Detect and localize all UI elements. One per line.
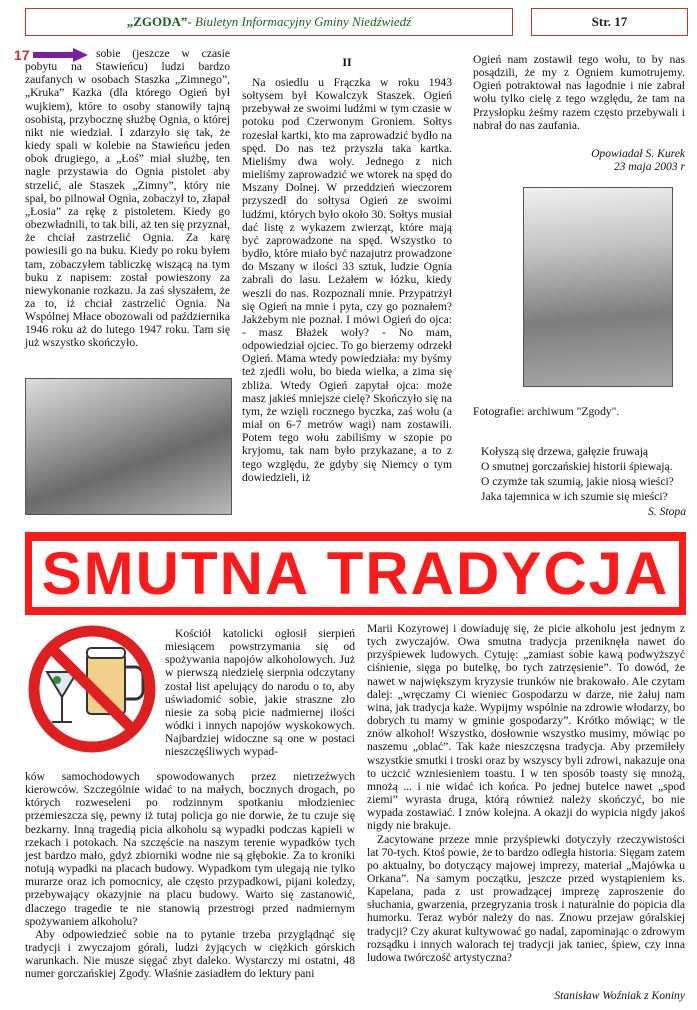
article-title: SMUTNA TRADYCJA <box>32 541 680 607</box>
story-signature <box>473 147 685 173</box>
bulletin-header <box>25 8 513 36</box>
story-paragraph: sobie (jeszcze w czasie pobytu na Stawieńcu) ludzi bardzo zaufanych w osobach Staszka „Zimnego”, „Kruka” Kazka (dla którego Ogień był wujkiem), które to osoby stanowiły tajną osobistą, przybocznę służbę Ognia, o której nikt nie wiedział. I zdarzyło się tak, że kiedy spali w kolebie na Stawieńcu jeden obok drugiego, a „Łoś” miał służbę, ten nagle przystawia do Ognia pistolet aby strzelić, ale Staszek „Zimny”, który nie spał, bo pilnował Ognia, zobaczył to, złapał „Łosia” za rękę z pistoletem. Kiedy go obezwładnili, to tak bili, aż ten się przyznał, że chciał zastrzelić Ognia. Za karę powiesili go na buku. Kiedy po roku byłem tam, zobaczyłem tabliczkę wiszącą na tym buku z napisem: został powieszony za niewykonanie rozkazu. Ja zaś słyszałem, że za to, iż chciał zastrzelić Ognia. Na Wspólnej Młace obozowali od października 1946 roku aż do lutego 1947 roku. Tam się już wszystko skończyło. <box>25 47 230 350</box>
continuation-number: 17 <box>14 47 30 63</box>
article-paragraph: Zacytowane przeze mnie przyśpiewki dotyczyły rzeczywistości lat 70-tych. Ktoś powie, że to bardzo odległa historia. Sięgam zatem po aktualny, bo dotyczący majowej imprezy, materiał „Majówka u Orkana”. Na samym początku, jeszcze przed wystąpieniem ks. Kapelana, pada z ust prowadzącej imprezę zaproszenie do słuchania, gwarzenia, przegryzania trosk i naturalnie do popicia dla humorku. Teraz wybór należy do nas. Znowu przejaw góralskiej tradycji? Czy akurat kultywować go nadal, zapominając o zdrowym rozsądku i innych walorach tej tradycji jak taniec, śpiew, czy inna ludowa twórczość artystyczna? <box>367 832 685 964</box>
story-column-1 <box>25 47 230 350</box>
story-paragraph: Ogień nam zostawił tego wołu, to by nas posądzili, że my z Ogniem kumotrujemy. Ogień potraktował nas łagodnie i nie zabrał wołu tylko cielę z tego względu, że tam na Przysłopku żeśmy razem często przebywali i nabrał do nas zaufania. <box>473 53 685 132</box>
page-number: Str. 17 <box>531 8 688 36</box>
article-paragraph: Marii Kozyrowej i dowiaduję się, że picie alkoholu jest jednym z tych zwyczajów. Owa smutna tradycja przeniknęła nawet do przyśpiewek ludowych. Cytuję: „zamiast sobie kawą podwyższyć ciśnienie, sięga po butelkę, bo tych zatrzęsienie”. To dowód, że nawet w największym kryzysie trunków nie brakowało. Ale czytam dalej: „wręczamy Ci wieniec Gospodarzu w darze, nie żałuj nam wina, jak tradycja każe. Wypijmy wspólnie na zdrowie włodarzy, bo dobrych tu mamy w gminie gospodarzy”. Krótko mówiąc; w tle znów alkohol! Wszystko, dosłownie wszystko musimy, mówiąc po naszemu „oblać”. Tak każe nieszczęsna tradycja. Aby przemiłeły wszystkie smutki i troski oraz by wszyscy byli zdrowi, nakazuje ona to uczcić wzniesieniem toastu. I w ten sposób toasty się mnożą, mnożą ... i nie widać ich końca. Po jednej butelce nawet „spod ziemi” wyrasta druga, którą również należy skończyć, bo nie wypada zostawiać. I znów kolejna. A okazji do wypicia nigdy jakoś nigdy nie brakuje. <box>367 622 685 833</box>
article-paragraph: Aby odpowiedzieć sobie na to pytanie trzeba przyglądnąć się tradycji i zwyczajom górali, ludzi żyjących w ciężkich górskich warunkach. Nie musze sięgać zbyt daleko. Wystarczy mi ostatni, 48 numer gorczańskiej Zgody. Właśnie zasiadłem do lektury pani <box>25 927 355 981</box>
narrator: Opowiadał S. Kurek <box>591 147 685 160</box>
couple-photo <box>523 187 673 387</box>
article-column-1-continued <box>25 770 355 981</box>
poem-line: Jaka tajemnica w ich szumie się mieści? <box>481 490 668 503</box>
poem-line: O czymże tak szumią, jakie niosą wieści? <box>481 475 674 488</box>
story-date: 23 maja 2003 r <box>613 160 685 174</box>
poem-line: Kołyszą się drzewa, gałęzie fruwają <box>481 445 649 458</box>
poem <box>481 444 686 519</box>
story-column-2 <box>242 76 452 484</box>
story-paragraph: Na osiedlu u Frączka w roku 1943 sołtysem był Kowalczyk Staszek. Ogień przebywał ze swoimi ludźmi w tym czasie w potoku pod Czerwonym Groniem. Sołtys rozesłał kartki, kto ma zaprowadzić bydło na spęd. Do nas też przyszła taka kartka. Mieliśmy dwa woły. Jednego z nich mieliśmy zaprowadzić we wtorek na spęd do Mszany Dolnej. W przeddzień wieczorem przyszedł do sołtysa Ogień ze swoimi ludźmi, których było około 30. Sołtys musiał dać listę z wykazem zwierząt, które mają być zaprowadzone na spęd. Wszystko to bydło, które miało być nazajutrz prowadzone do Mszany w ilości 33 sztuk, ludzie Ognia zabrali do lasu. Leżałem w łóżku, kiedy weszli do nas. Rozpoznali mnie. Przypatrzył się Ogień na mnie i pyta, czy go poznałem? Jakżebym nie poznał. I mówi Ogień do ojca: - masz Błażek woły? - No mam, odpowiedział ojciec. To go bierzemy odrzekł Ogień. Mama wtedy powiedziała: my byśmy też zjedli wołu, bo bieda wielka, a zima się zbliża. Wtedy Ogień zapytał ojca: może masz jakieś mniejsze cielę? Skończyło się na tym, że wzięli rocznego byczka, zaś wołu (a miał on 6-7 metrów wagi) nam zostawili. Potem tego wołu zabiliśmy w szopie po kryjomu, tak nam było przykazane, a to z tego względu, że gdyby się Niemcy o tym dowiedzieli, iż <box>242 76 452 484</box>
section-heading: II <box>342 55 352 69</box>
partisans-photo <box>25 378 232 515</box>
poem-line: O smutnej gorczańskiej historii śpiewają. <box>481 460 673 473</box>
article-author: Stanisław Woźniak z Koniny <box>554 989 685 1002</box>
article-paragraph: ków samochodowych spowodowanych przez nietrzeźwych kierowców. Szczególnie widać to na małych, bocznych drogach, po których rozweseleni po rodzinnym spotkaniu młodzieniec przemieszcza się, pewny iż tutaj policja go nie dorwie, że tu czuje się bezkarny. Inną tragedią picia alkoholu są wypadki podczas kąpieli w rzekach i potokach. Na szczęście na naszym terenie wypadków tych jest bardzo mało, gdyż zbiorniki wodne nie są głębokie. Za to kroniki notują wypadki na placach budowy. Wypadkom tym ulegają nie tylko murarze oraz ich pomocnicy, ale często przypadkowi, pijani koledzy, przebywający okazyjnie na placu budowy. Warto się zastanowić, dlaczego tragedie te nie stanowią przestrogi przed nadmiernym spożywaniem alkoholu? <box>25 770 355 928</box>
bulletin-name: „ZGODA” <box>126 14 188 29</box>
story-column-3 <box>473 53 685 132</box>
article-column-2 <box>367 622 685 964</box>
bulletin-subtitle: - Biuletyn Informacyjny Gminy Niedźwiedź <box>187 14 412 29</box>
article-column-1 <box>165 627 355 759</box>
no-alcohol-icon <box>25 622 160 757</box>
article-banner <box>25 532 686 615</box>
article-paragraph: Kościół katolicki ogłosił sierpień miesiącem powstrzymania się od spożywania napojów alkoholowych. Już w pierwszą niedzielę sierpnia odczytany został list apelujący do narodu o to, aby uświadomić sobie, jakie straszne zło niesie za sobą picie nadmiernej ilości wódki i innych napojów wyskokowych. Najbardziej widoczne są one w postaci nieszczęśliwych wypad- <box>165 627 355 759</box>
photo-credit: Fotografie: archiwum "Zgody". <box>473 405 620 418</box>
poem-author: S. Stopa <box>647 505 686 518</box>
